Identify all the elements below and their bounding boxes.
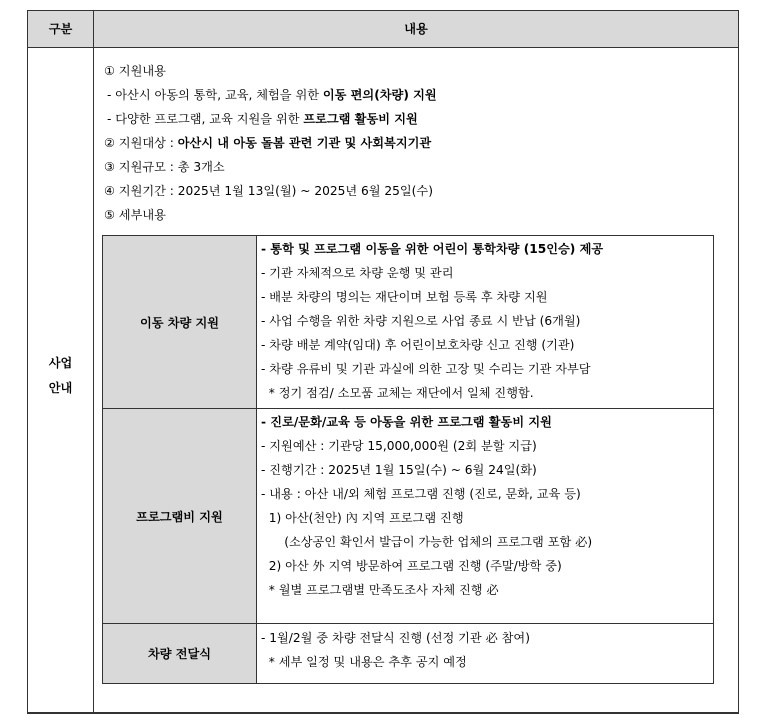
detail-line: - 차량 유류비 및 기관 과실에 의한 고장 및 수리는 기관 자부담	[261, 362, 591, 376]
category-line-2: 안내	[48, 381, 73, 395]
category-line-1: 사업	[48, 356, 73, 370]
detail-heading: ⑤ 세부내용	[104, 208, 166, 222]
detail-line: 2) 아산 外 지역 방문하여 프로그램 진행 (주말/방학 중)	[261, 559, 562, 573]
support-scale: ③ 지원규모 : 총 3개소	[104, 160, 225, 174]
detail-line: * 정기 점검/ 소모품 교체는 재단에서 일체 진행함.	[261, 386, 534, 400]
detail-line: - 차량 배분 계약(임대) 후 어린이보호차량 신고 진행 (기관)	[261, 338, 575, 352]
detail-line: - 진로/문화/교육 등 아동을 위한 프로그램 활동비 지원	[261, 415, 552, 429]
detail-row-ceremony	[103, 624, 713, 683]
detail-label: 이동 차량 지원	[103, 236, 257, 408]
detail-line: * 세부 일정 및 내용은 추후 공지 예정	[261, 655, 467, 669]
table-header	[28, 11, 738, 48]
detail-line: - 진행기간 : 2025년 1월 15일(수) ~ 6월 24일(화)	[261, 463, 537, 477]
detail-line: * 월별 프로그램별 만족도조사 자체 진행 必	[261, 583, 499, 597]
support-content-item-2	[107, 111, 418, 127]
header-category: 구분	[48, 22, 73, 36]
support-content-item-1	[107, 87, 437, 103]
item-text: - 아산시 아동의 통학, 교육, 체험을 위한	[107, 88, 323, 102]
support-target	[104, 135, 431, 151]
detail-line: - 기관 자체적으로 차량 운행 및 관리	[261, 266, 454, 280]
detail-line: - 배분 차량의 명의는 재단이며 보험 등록 후 차량 지원	[261, 290, 548, 304]
detail-label: 프로그램비 지원	[103, 409, 257, 623]
detail-row-vehicle	[103, 236, 713, 409]
support-period: ④ 지원기간 : 2025년 1월 13일(월) ~ 2025년 6월 25일(수)	[104, 184, 433, 198]
item-text: ② 지원대상 :	[104, 136, 178, 150]
detail-line: - 내용 : 아산 내/외 체험 프로그램 진행 (진로, 문화, 교육 등)	[261, 487, 581, 501]
detail-line: - 지원예산 : 기관당 15,000,000원 (2회 분할 지급)	[261, 439, 537, 453]
detail-label: 차량 전달식	[103, 624, 257, 683]
detail-row-program	[103, 409, 713, 624]
category-cell	[28, 351, 93, 401]
item-bold-text: 프로그램 활동비 지원	[303, 112, 418, 126]
detail-line: - 통학 및 프로그램 이동을 위한 어린이 통학차량 (15인승) 제공	[261, 242, 604, 256]
item-bold-text: 아산시 내 아동 돌봄 관련 기관 및 사회복지기관	[177, 136, 432, 150]
body-divider	[93, 48, 94, 714]
detail-line: - 1월/2월 중 차량 전달식 진행 (선정 기관 必 참여)	[261, 631, 530, 645]
support-content-heading: ① 지원내용	[104, 64, 166, 78]
detail-table	[102, 235, 714, 684]
item-text: - 다양한 프로그램, 교육 지원을 위한	[107, 112, 304, 126]
detail-line: - 사업 수행을 위한 차량 지원으로 사업 종료 시 반납 (6개월)	[261, 314, 581, 328]
info-table	[27, 10, 739, 714]
detail-line: (소상공인 확인서 발급이 가능한 업체의 프로그램 포함 必)	[261, 535, 593, 549]
detail-line: 1) 아산(천안) 內 지역 프로그램 진행	[261, 511, 464, 525]
item-bold-text: 이동 편의(차량) 지원	[322, 88, 437, 102]
header-content: 내용	[404, 22, 428, 36]
